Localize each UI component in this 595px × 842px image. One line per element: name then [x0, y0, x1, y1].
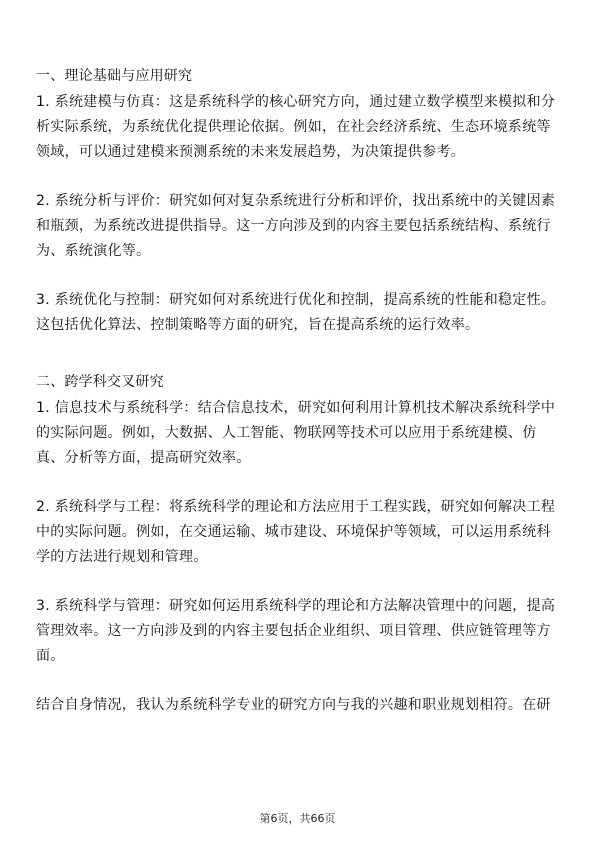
paragraph-analysis-evaluation: 2. 系统分析与评价：研究如何对复杂系统进行分析和评价，找出系统中的关键因素和瓶颈，为系统改进提供指导。这一方向涉及到的内容主要包括系统结构、系统行为、系统演化等。 — [36, 193, 556, 259]
paragraph-closing: 结合自身情况，我认为系统科学专业的研究方向与我的兴趣和职业规划相符。在研 — [36, 697, 551, 713]
section-heading-theory: 一、理论基础与应用研究 — [36, 68, 193, 84]
paragraph-systems-engineering: 2. 系统科学与工程：将系统科学的理论和方法应用于工程实践，研究如何解决工程中的实际问题。例如，在交通运输、城市建设、环境保护等领域，可以运用系统科学的方法进行规划和管理。 — [36, 499, 556, 565]
paragraph-it-systems-science: 1. 信息技术与系统科学：结合信息技术，研究如何利用计算机技术解决系统科学中的实际问题。例如，大数据、人工智能、物联网等技术可以应用于系统建模、仿真、分析等方面，提高研究效率。 — [36, 400, 556, 466]
paragraph-systems-management: 3. 系统科学与管理：研究如何运用系统科学的理论和方法解决管理中的问题，提高管理效率。这一方向涉及到的内容主要包括企业组织、项目管理、供应链管理等方面。 — [36, 598, 556, 664]
paragraph-modeling-simulation: 1. 系统建模与仿真：这是系统科学的核心研究方向，通过建立数学模型来模拟和分析实际系统，为系统优化提供理论依据。例如，在社会经济系统、生态环境系统等领域，可以通过建模来预测系统的未来发展趋势，为决策提供参考。 — [36, 94, 556, 160]
paragraph-optimization-control: 3. 系统优化与控制：研究如何对系统进行优化和控制，提高系统的性能和稳定性。这包括优化算法、控制策略等方面的研究，旨在提高系统的运行效率。 — [36, 292, 556, 333]
page-number-footer: 第6页，共66页 — [259, 812, 336, 825]
document-body — [36, 64, 560, 718]
section-heading-interdisciplinary: 二、跨学科交叉研究 — [36, 374, 164, 390]
